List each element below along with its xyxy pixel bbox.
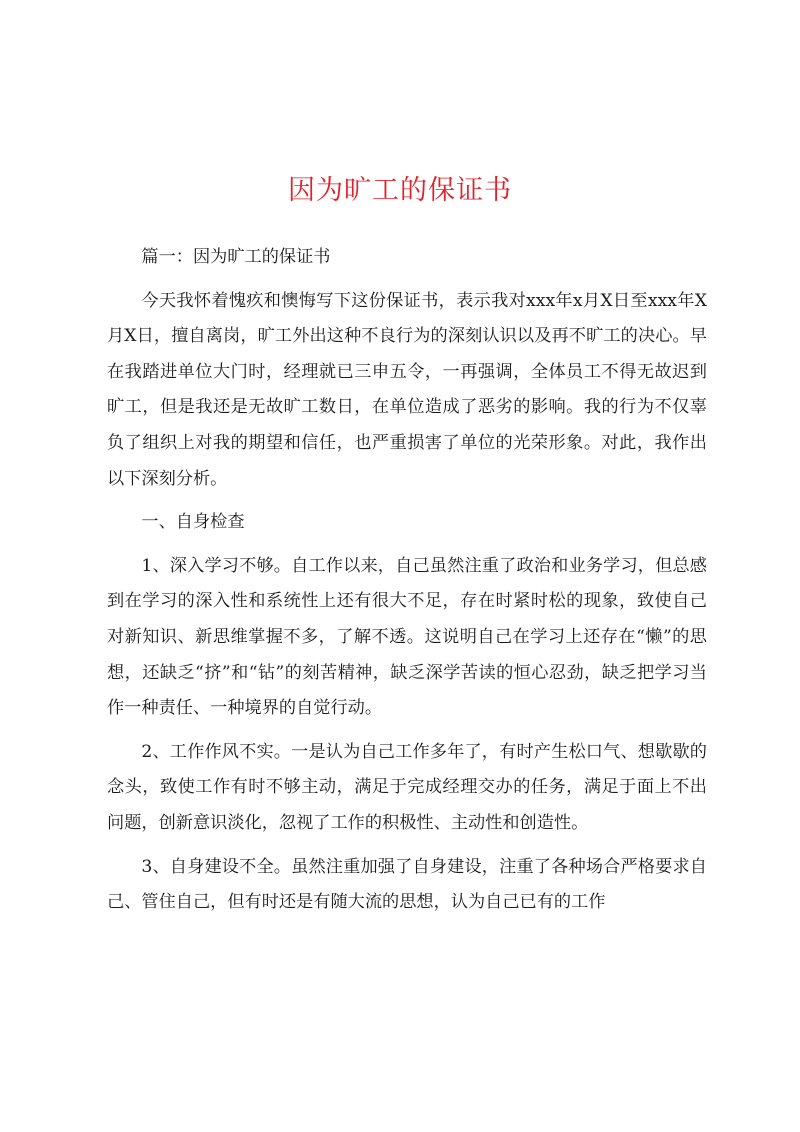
point-1-paragraph: 1、深入学习不够。自工作以来，自己虽然注重了政治和业务学习，但总感到在学习的深入性和系统性上还有很大不足，存在时紧时松的现象，致使自己对新知识、新思维掌握不多，了解不透。这说明自己在学习上还存在“懒”的思想，还缺乏“挤”和“钻”的刻苦精神，缺乏深学苦读的恒心忍劲，缺乏把学习当作一种责任、一种境界的自觉行动。 xyxy=(107,555,707,719)
point-2-paragraph: 2、工作作风不实。一是认为自己工作多年了，有时产生松口气、想歇歇的念头，致使工作有时不够主动，满足于完成经理交办的任务，满足于面上不出问题，创新意识淡化，忽视了工作的积极性、主动性和创造性。 xyxy=(107,741,707,833)
section-heading: 篇一：因为旷工的保证书 xyxy=(141,247,331,267)
intro-paragraph: 今天我怀着愧疚和懊悔写下这份保证书，表示我对xxx年x月X日至xxx年X月X日，擅自离岗，旷工外出这种不良行为的深刻认识以及再不旷工的决心。早在我踏进单位大门时，经理就已三申五令，一再强调，全体员工不得无故迟到旷工，但是我还是无故旷工数日，在单位造成了恶劣的影响。我的行为不仅辜负了组织上对我的期望和信任，也严重损害了单位的光荣形象。对此，我作出以下深刻分析。 xyxy=(107,290,707,489)
subsection-heading: 一、自身检查 xyxy=(141,512,245,533)
document-body xyxy=(107,240,707,921)
document-title: 因为旷工的保证书 xyxy=(288,175,512,206)
point-3-paragraph: 3、自身建设不全。虽然注重加强了自身建设，注重了各种场合严格要求自己、管住自己，但有时还是有随大流的思想，认为自己已有的工作 xyxy=(107,856,707,913)
